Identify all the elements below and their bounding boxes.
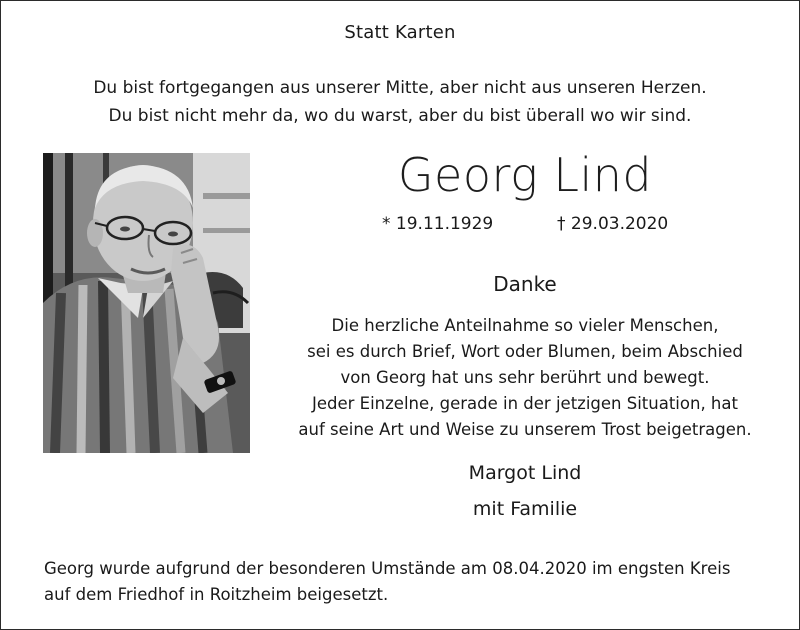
thanks-text <box>280 313 770 443</box>
burial-note <box>44 556 774 608</box>
thanks-line: auf seine Art und Weise zu unserem Trost beigetragen. <box>298 420 752 439</box>
motto <box>0 74 800 130</box>
signature-name: Margot Lind <box>468 462 582 484</box>
birth-date: * 19.11.1929 <box>382 214 494 234</box>
signature-family: mit Familie <box>472 498 578 520</box>
header-text: Statt Karten <box>344 22 456 43</box>
burial-note-line: Georg wurde aufgrund der besonderen Umstände am 08.04.2020 im engsten Kreis <box>44 559 731 578</box>
thanks-line: sei es durch Brief, Wort oder Blumen, beim Abschied <box>307 342 743 361</box>
thanks-heading: Danke <box>493 272 557 296</box>
thanks-line: von Georg hat uns sehr berührt und bewegt. <box>340 368 710 387</box>
thanks-line: Jeder Einzelne, gerade in der jetzigen Situation, hat <box>312 394 738 413</box>
portrait-photo <box>43 153 250 453</box>
motto-line: Du bist fortgegangen aus unserer Mitte, aber nicht aus unseren Herzen. <box>93 78 707 98</box>
thanks-line: Die herzliche Anteilnahme so vieler Menschen, <box>331 316 719 335</box>
motto-line: Du bist nicht mehr da, wo du warst, aber du bist überall wo wir sind. <box>108 106 692 126</box>
deceased-name: Georg Lind <box>397 148 653 202</box>
death-date: † 29.03.2020 <box>557 214 669 234</box>
burial-note-line: auf dem Friedhof in Roitzheim beigesetzt. <box>44 585 389 604</box>
signature <box>300 455 750 527</box>
